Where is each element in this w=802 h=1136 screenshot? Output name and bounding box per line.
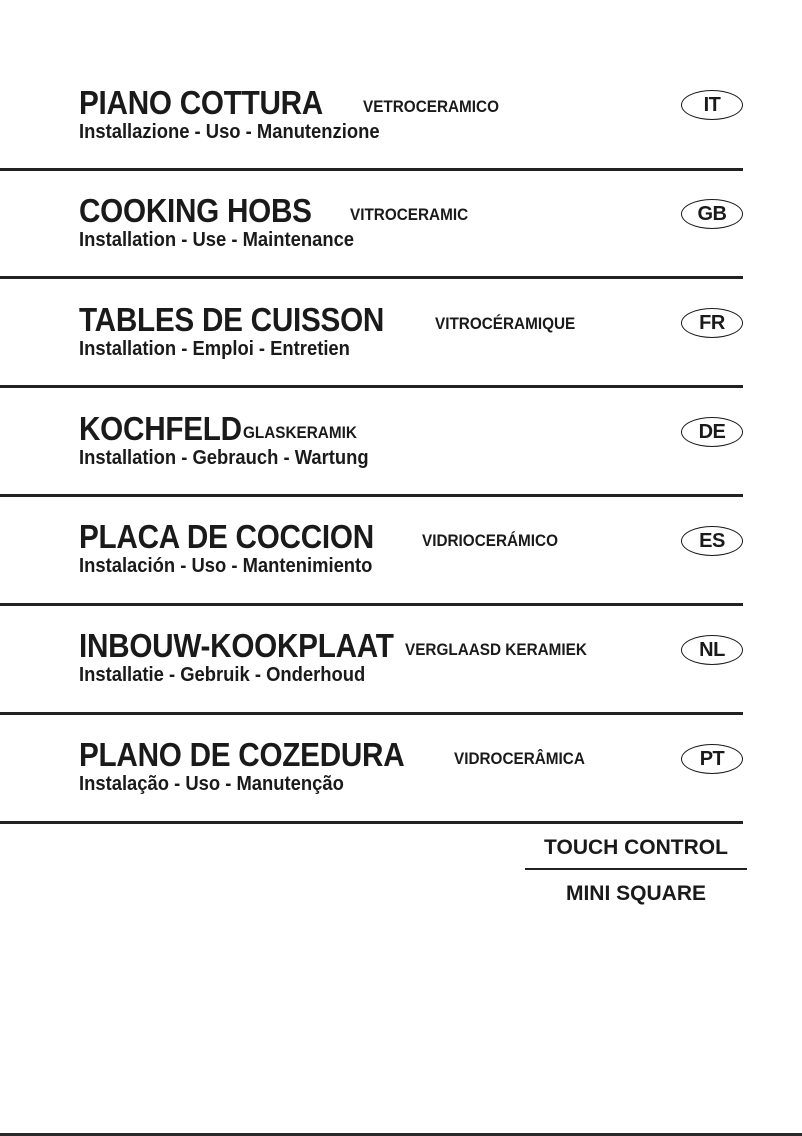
title-main: PLANO DE COZEDURA (79, 736, 405, 773)
section-gb (0, 192, 802, 301)
section-pt (0, 736, 802, 845)
title-main: INBOUW-KOOKPLAAT (79, 627, 394, 664)
title-main: COOKING HOBS (79, 192, 312, 229)
model-line-touch-control: TOUCH CONTROL (544, 836, 728, 859)
divider (0, 712, 743, 715)
title-main: KOCHFELD (79, 410, 242, 447)
section-title (79, 518, 559, 556)
title-qualifier: VIDRIOCERÁMICO (422, 531, 559, 550)
section-title (79, 627, 587, 665)
country-badge-es: ES (681, 526, 743, 556)
section-subtitle: Installation - Gebrauch - Wartung (79, 447, 369, 469)
title-qualifier: VERGLAASD KERAMIEK (405, 640, 587, 659)
country-badge-nl: NL (681, 635, 743, 665)
divider (0, 385, 743, 388)
divider (0, 494, 743, 497)
title-qualifier: VETROCERAMICO (363, 97, 500, 116)
section-title (79, 84, 500, 122)
country-badge-gb: GB (681, 199, 743, 229)
title-main: PLACA DE COCCION (79, 518, 374, 555)
country-badge-it: IT (681, 90, 743, 120)
section-title (79, 301, 576, 339)
divider (0, 168, 743, 171)
section-title (79, 410, 357, 448)
title-qualifier: VITROCÉRAMIQUE (435, 314, 576, 333)
model-separator (525, 868, 747, 870)
section-subtitle: Installation - Use - Maintenance (79, 229, 355, 251)
title-main: PIANO COTTURA (79, 84, 323, 121)
section-de (0, 410, 802, 519)
divider (0, 821, 743, 824)
section-subtitle: Installazione - Uso - Manutenzione (79, 121, 380, 143)
section-subtitle: Instalação - Uso - Manutenção (79, 773, 344, 795)
divider (0, 603, 743, 606)
title-qualifier: VIDROCERÂMICA (454, 749, 585, 768)
title-qualifier: VITROCERAMIC (350, 205, 469, 224)
section-title (79, 192, 469, 230)
title-main: TABLES DE CUISSON (79, 301, 385, 338)
title-qualifier: GLASKERAMIK (243, 423, 357, 442)
section-fr (0, 301, 802, 410)
divider (0, 276, 743, 279)
section-es (0, 518, 802, 627)
section-nl (0, 627, 802, 736)
section-title (79, 736, 585, 774)
country-badge-fr: FR (681, 308, 743, 338)
section-subtitle: Installatie - Gebruik - Onderhoud (79, 664, 366, 686)
model-block (525, 833, 747, 909)
section-subtitle: Installation - Emploi - Entretien (79, 338, 350, 360)
country-badge-de: DE (681, 417, 743, 447)
section-subtitle: Instalación - Uso - Mantenimiento (79, 555, 373, 577)
model-line-mini-square: MINI SQUARE (565, 882, 706, 905)
country-badge-pt: PT (681, 744, 743, 774)
section-it (0, 84, 802, 193)
